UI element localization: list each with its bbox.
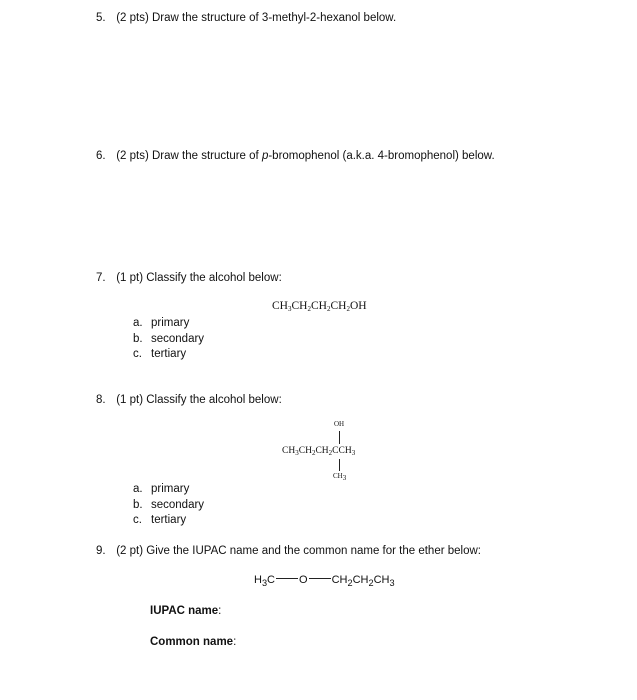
option-letter: a.: [133, 483, 143, 495]
option-letter: a.: [133, 317, 143, 329]
question-6: [96, 149, 495, 163]
option-item[interactable]: [133, 332, 204, 348]
option-label: tertiary: [151, 348, 187, 360]
iupac-name-label: IUPAC name:: [150, 605, 222, 617]
question-7: [96, 271, 282, 285]
question-8-text: Classify the alcohol below:: [146, 394, 282, 406]
question-9-points: (2 pt): [116, 545, 144, 557]
iupac-name-label-text: IUPAC name: [150, 605, 219, 617]
ether-bond-right: [309, 578, 331, 579]
question-7-structure: [272, 300, 367, 312]
question-7-options: [133, 316, 204, 363]
option-item[interactable]: [133, 498, 204, 514]
structure-ch3-formula: $CH_3$: [333, 472, 347, 482]
option-item[interactable]: [133, 513, 204, 529]
question-5-number: 5.: [96, 12, 106, 24]
ether-right-group: $CH_2CH_2CH_3$: [331, 574, 395, 589]
question-6-text-after: -bromophenol (a.k.a. 4-bromophenol) below.: [268, 150, 495, 162]
option-label: primary: [151, 317, 190, 329]
question-5-points: (2 pts): [116, 12, 149, 24]
question-7-text: Classify the alcohol below:: [146, 272, 282, 284]
bond-up: [339, 431, 340, 444]
option-letter: c.: [133, 348, 142, 360]
question-8-number: 8.: [96, 394, 106, 406]
question-8-points: (1 pt): [116, 394, 144, 406]
question-6-text-before: Draw the structure of: [152, 150, 262, 162]
ether-left-group: $H_3C$: [254, 574, 275, 589]
question-9-structure: [254, 574, 395, 590]
option-label: secondary: [151, 498, 205, 511]
option-letter: b.: [133, 498, 143, 511]
structure-main-chain: [282, 446, 355, 456]
structure-oh-group: OH: [334, 420, 345, 428]
option-label: primary: [151, 483, 190, 495]
option-label: tertiary: [151, 514, 187, 526]
question-8-options: [133, 482, 204, 529]
question-7-structure-formula: $CH_3CH_2CH_2CH_2OH$: [272, 300, 367, 313]
bond-down: [339, 459, 340, 471]
option-item[interactable]: [133, 482, 204, 498]
option-item[interactable]: [133, 316, 204, 332]
question-6-number: 6.: [96, 150, 106, 162]
option-label: secondary: [151, 332, 205, 345]
structure-ch3-group: [333, 472, 346, 480]
question-5: [96, 11, 396, 25]
common-name-label: Common name:: [150, 636, 237, 648]
option-letter: c.: [133, 514, 142, 526]
question-8: [96, 393, 282, 407]
ether-bond-left: [276, 578, 298, 579]
option-letter: b.: [133, 332, 143, 345]
ether-oxygen: O: [299, 574, 308, 586]
question-9-number: 9.: [96, 545, 106, 557]
question-8-structure: [282, 420, 402, 484]
question-7-points: (1 pt): [116, 272, 144, 284]
structure-main-formula: $CH_3CH_2CH_2CCH_3$: [282, 446, 356, 457]
question-9: [96, 544, 481, 558]
question-6-points: (2 pts): [116, 150, 149, 162]
option-item[interactable]: [133, 347, 204, 363]
question-7-number: 7.: [96, 272, 106, 284]
common-name-label-text: Common name: [150, 636, 234, 648]
question-9-text: Give the IUPAC name and the common name for the ether below:: [146, 545, 481, 557]
question-5-text: Draw the structure of 3-methyl-2-hexanol below.: [152, 12, 397, 24]
question-6-text-italic: p: [261, 150, 269, 162]
